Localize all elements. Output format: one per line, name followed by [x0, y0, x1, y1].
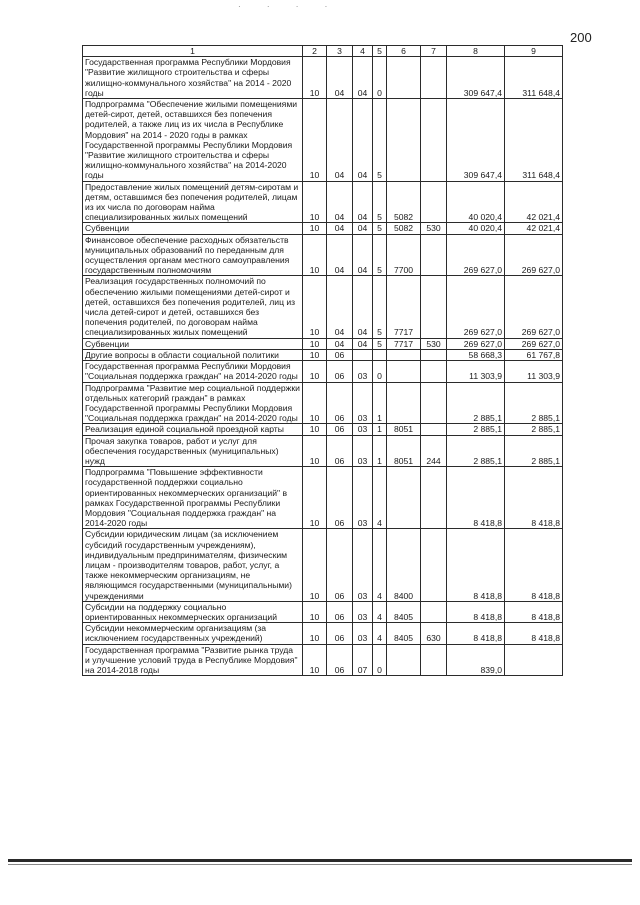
- row-name-cell: Государственная программа Республики Мордовия "Развитие жилищного строительства и сферы жилищно-коммунального хозяйства" на 2014 - 2020 годы: [83, 57, 303, 99]
- row-name-cell: Прочая закупка товаров, работ и услуг для обеспечения государственных (муниципальных) нужд: [83, 435, 303, 467]
- row-code-section: 10: [303, 644, 327, 676]
- row-code-subprogram: 5: [373, 234, 387, 276]
- row-amount-year-2: 2 885,1: [505, 424, 563, 435]
- header-col-4: 4: [353, 46, 373, 57]
- row-code-expense-type: [421, 57, 447, 99]
- table-row: [83, 361, 563, 382]
- header-col-5: 5: [373, 46, 387, 57]
- row-code-subprogram: 4: [373, 601, 387, 622]
- table-row: [83, 276, 563, 338]
- row-code-subsection: 06: [327, 424, 353, 435]
- row-code-expense-type: [421, 601, 447, 622]
- row-amount-year-2: 269 627,0: [505, 234, 563, 276]
- row-code-program: 03: [353, 623, 373, 644]
- row-code-section: 10: [303, 382, 327, 424]
- table-row: [83, 349, 563, 360]
- row-code-section: 10: [303, 276, 327, 338]
- row-code-subsection: 06: [327, 644, 353, 676]
- row-amount-year-2: 61 767,8: [505, 349, 563, 360]
- table-row: [83, 424, 563, 435]
- row-name-cell: Подпрограмма "Развитие мер социальной поддержки отдельных категорий граждан" в рамках Государственной программы Республики Мордовия "Социальная поддержка граждан" на 2014-2020 годы: [83, 382, 303, 424]
- row-code-expense-type: [421, 361, 447, 382]
- row-code-section: 10: [303, 338, 327, 349]
- row-name-cell: Другие вопросы в области социальной политики: [83, 349, 303, 360]
- row-code-subsection: 04: [327, 223, 353, 234]
- row-amount-year-1: 40 020,4: [447, 223, 505, 234]
- row-code-expense-type: [421, 382, 447, 424]
- row-code-expense-type: 530: [421, 223, 447, 234]
- row-name-cell: Реализация единой социальной проездной карты: [83, 424, 303, 435]
- row-code-section: 10: [303, 349, 327, 360]
- table-row: [83, 234, 563, 276]
- row-code-article: [387, 57, 421, 99]
- header-row: [83, 46, 563, 57]
- row-code-subsection: 04: [327, 99, 353, 182]
- row-code-section: 10: [303, 234, 327, 276]
- row-code-subprogram: 5: [373, 223, 387, 234]
- row-amount-year-2: 269 627,0: [505, 338, 563, 349]
- row-amount-year-1: 58 668,3: [447, 349, 505, 360]
- row-code-section: 10: [303, 99, 327, 182]
- footer-rule: [8, 859, 632, 862]
- row-amount-year-2: 8 418,8: [505, 623, 563, 644]
- page-number: 200: [570, 30, 592, 45]
- row-amount-year-1: 8 418,8: [447, 467, 505, 529]
- row-name-cell: Предоставление жилых помещений детям-сиротам и детям, оставшимся без попечения родителей, лицам из их числа по договорам найма специализированных жилых помещений: [83, 181, 303, 223]
- row-amount-year-1: 8 418,8: [447, 623, 505, 644]
- row-name-cell: Подпрограмма "Повышение эффективности государственной поддержки социально ориентированных некоммерческих организаций" в рамках Государственной программы Республики Мордовия "Социальная поддержка граждан" на 2014-2020 годы: [83, 467, 303, 529]
- row-code-subprogram: 4: [373, 529, 387, 601]
- row-amount-year-1: 2 885,1: [447, 424, 505, 435]
- row-name-cell: Субвенции: [83, 338, 303, 349]
- row-code-article: [387, 99, 421, 182]
- row-amount-year-2: 2 885,1: [505, 382, 563, 424]
- header-col-9: 9: [505, 46, 563, 57]
- row-code-subsection: 04: [327, 181, 353, 223]
- row-amount-year-1: 8 418,8: [447, 601, 505, 622]
- row-code-subprogram: [373, 349, 387, 360]
- row-code-article: 8400: [387, 529, 421, 601]
- row-code-subprogram: 5: [373, 181, 387, 223]
- row-code-subprogram: 5: [373, 99, 387, 182]
- row-name-cell: Субсидии юридическим лицам (за исключением субсидий государственным учреждениям), индивидуальным предпринимателям, физическим лицам - производителям товаров, работ, услуг, а также некоммерческим организациям, не являющимся государственными (муниципальными) учреждениями: [83, 529, 303, 601]
- row-code-section: 10: [303, 435, 327, 467]
- row-amount-year-2: 8 418,8: [505, 529, 563, 601]
- row-code-program: 03: [353, 361, 373, 382]
- row-amount-year-1: 8 418,8: [447, 529, 505, 601]
- row-code-subsection: 06: [327, 529, 353, 601]
- row-code-program: 03: [353, 529, 373, 601]
- row-name-cell: Финансовое обеспечение расходных обязательств муниципальных образований по переданным для осуществления органам местного самоуправления государственным полномочиям: [83, 234, 303, 276]
- row-code-subprogram: 4: [373, 623, 387, 644]
- row-code-subprogram: 0: [373, 57, 387, 99]
- row-code-expense-type: [421, 99, 447, 182]
- row-name-cell: Государственная программа Республики Мордовия "Социальная поддержка граждан" на 2014-2020 годы: [83, 361, 303, 382]
- row-code-program: 03: [353, 467, 373, 529]
- row-amount-year-2: 42 021,4: [505, 181, 563, 223]
- row-code-program: 04: [353, 99, 373, 182]
- row-amount-year-1: 11 303,9: [447, 361, 505, 382]
- row-code-section: 10: [303, 467, 327, 529]
- row-name-cell: Реализация государственных полномочий по обеспечению жилыми помещениями детей-сирот и детей, оставшихся без попечения родителей, лиц из числа детей-сирот и детей, оставшихся без попечения родителей, по договорам найма специализированных жилых помещений: [83, 276, 303, 338]
- row-code-article: 7717: [387, 276, 421, 338]
- footer-rule-thin: [8, 864, 632, 865]
- row-code-subprogram: 0: [373, 644, 387, 676]
- table-row: [83, 382, 563, 424]
- row-code-subprogram: 4: [373, 467, 387, 529]
- row-code-subsection: 06: [327, 623, 353, 644]
- row-code-program: 03: [353, 424, 373, 435]
- row-code-section: 10: [303, 361, 327, 382]
- header-col-8: 8: [447, 46, 505, 57]
- row-code-expense-type: [421, 644, 447, 676]
- row-amount-year-2: 8 418,8: [505, 467, 563, 529]
- row-amount-year-2: 311 648,4: [505, 57, 563, 99]
- row-code-section: 10: [303, 623, 327, 644]
- row-amount-year-2: [505, 644, 563, 676]
- row-code-expense-type: [421, 529, 447, 601]
- row-amount-year-1: 40 020,4: [447, 181, 505, 223]
- table-row: [83, 223, 563, 234]
- budget-table: [82, 45, 563, 676]
- row-amount-year-1: 309 647,4: [447, 57, 505, 99]
- header-col-2: 2: [303, 46, 327, 57]
- row-code-article: 7717: [387, 338, 421, 349]
- header-col-6: 6: [387, 46, 421, 57]
- row-code-article: 5082: [387, 181, 421, 223]
- header-col-7: 7: [421, 46, 447, 57]
- row-code-section: 10: [303, 57, 327, 99]
- row-code-expense-type: [421, 467, 447, 529]
- row-code-program: 03: [353, 382, 373, 424]
- row-code-subsection: 04: [327, 57, 353, 99]
- row-amount-year-2: 269 627,0: [505, 276, 563, 338]
- table-row: [83, 644, 563, 676]
- row-amount-year-2: 11 303,9: [505, 361, 563, 382]
- row-amount-year-1: 2 885,1: [447, 382, 505, 424]
- table-body: [83, 57, 563, 676]
- row-code-subprogram: 1: [373, 382, 387, 424]
- row-code-program: 03: [353, 435, 373, 467]
- table-row: [83, 467, 563, 529]
- table-row: [83, 99, 563, 182]
- row-code-article: [387, 382, 421, 424]
- row-amount-year-2: 311 648,4: [505, 99, 563, 182]
- header-col-3: 3: [327, 46, 353, 57]
- row-code-article: 5082: [387, 223, 421, 234]
- row-code-subprogram: 5: [373, 276, 387, 338]
- row-name-cell: Государственная программа "Развитие рынка труда и улучшение условий труда в Республике Мордовия" на 2014-2018 годы: [83, 644, 303, 676]
- row-amount-year-1: 309 647,4: [447, 99, 505, 182]
- row-name-cell: Субсидии на поддержку социально ориентированных некоммерческих организаций: [83, 601, 303, 622]
- row-code-article: [387, 349, 421, 360]
- row-code-section: 10: [303, 223, 327, 234]
- row-amount-year-1: 269 627,0: [447, 276, 505, 338]
- row-code-expense-type: [421, 349, 447, 360]
- row-amount-year-1: 839,0: [447, 644, 505, 676]
- row-amount-year-1: 269 627,0: [447, 338, 505, 349]
- row-code-expense-type: 530: [421, 338, 447, 349]
- row-code-article: [387, 644, 421, 676]
- table-row: [83, 338, 563, 349]
- row-code-subsection: 04: [327, 338, 353, 349]
- row-name-cell: Субсидии некоммерческим организациям (за исключением государственных учреждений): [83, 623, 303, 644]
- row-code-article: [387, 361, 421, 382]
- row-code-expense-type: 630: [421, 623, 447, 644]
- row-code-program: 04: [353, 223, 373, 234]
- row-code-program: 03: [353, 601, 373, 622]
- row-code-subsection: 04: [327, 234, 353, 276]
- row-name-cell: Субвенции: [83, 223, 303, 234]
- row-code-article: 8051: [387, 435, 421, 467]
- row-code-expense-type: [421, 181, 447, 223]
- row-code-subsection: 06: [327, 601, 353, 622]
- row-code-section: 10: [303, 601, 327, 622]
- row-code-subsection: 06: [327, 382, 353, 424]
- row-code-subprogram: 1: [373, 424, 387, 435]
- scan-marks: · · · ·: [238, 2, 340, 11]
- row-code-subprogram: 1: [373, 435, 387, 467]
- row-code-article: 8405: [387, 601, 421, 622]
- row-code-subsection: 04: [327, 276, 353, 338]
- row-code-subsection: 06: [327, 349, 353, 360]
- row-code-expense-type: 244: [421, 435, 447, 467]
- row-amount-year-1: 2 885,1: [447, 435, 505, 467]
- row-code-subsection: 06: [327, 435, 353, 467]
- table-row: [83, 181, 563, 223]
- table-row: [83, 601, 563, 622]
- row-code-program: 04: [353, 181, 373, 223]
- table-row: [83, 529, 563, 601]
- row-amount-year-1: 269 627,0: [447, 234, 505, 276]
- row-code-expense-type: [421, 424, 447, 435]
- row-code-expense-type: [421, 276, 447, 338]
- row-code-section: 10: [303, 181, 327, 223]
- row-code-program: 04: [353, 57, 373, 99]
- row-amount-year-2: 42 021,4: [505, 223, 563, 234]
- row-code-article: 7700: [387, 234, 421, 276]
- row-amount-year-2: 8 418,8: [505, 601, 563, 622]
- row-code-program: 04: [353, 276, 373, 338]
- row-code-section: 10: [303, 424, 327, 435]
- row-code-program: 04: [353, 338, 373, 349]
- row-amount-year-2: 2 885,1: [505, 435, 563, 467]
- row-code-article: [387, 467, 421, 529]
- row-code-section: 10: [303, 529, 327, 601]
- row-code-subprogram: 5: [373, 338, 387, 349]
- row-name-cell: Подпрограмма "Обеспечение жилыми помещениями детей-сирот, детей, оставшихся без попечения родителей, а также лиц из их числа в Республике Мордовия" на 2014 - 2020 годы в рамках Государственной программы Республики Мордовия "Развитие жилищного строительства и сферы жилищно-коммунального хозяйства" на 2014-2020 годы: [83, 99, 303, 182]
- row-code-program: 04: [353, 234, 373, 276]
- row-code-program: [353, 349, 373, 360]
- row-code-program: 07: [353, 644, 373, 676]
- row-code-expense-type: [421, 234, 447, 276]
- header-col-1: 1: [83, 46, 303, 57]
- row-code-article: 8405: [387, 623, 421, 644]
- row-code-subprogram: 0: [373, 361, 387, 382]
- table-row: [83, 435, 563, 467]
- row-code-article: 8051: [387, 424, 421, 435]
- row-code-subsection: 06: [327, 361, 353, 382]
- table-row: [83, 57, 563, 99]
- row-code-subsection: 06: [327, 467, 353, 529]
- table-row: [83, 623, 563, 644]
